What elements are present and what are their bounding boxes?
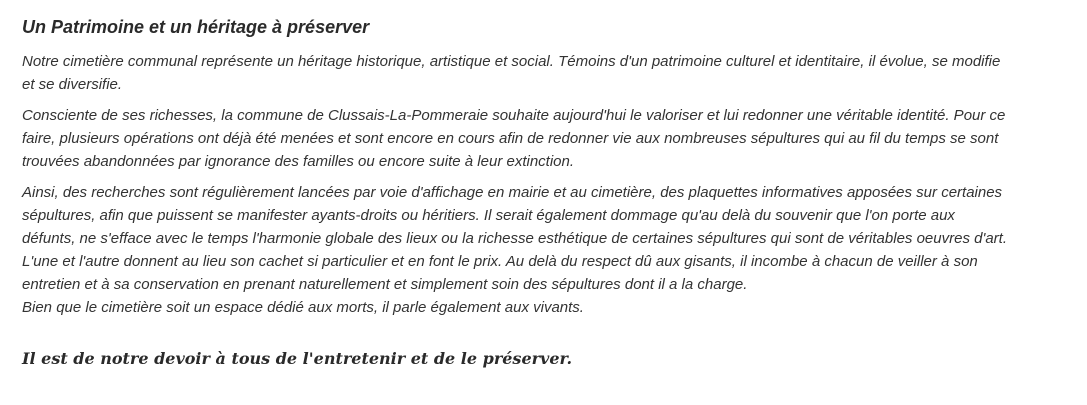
paragraph-line: entretien et à sa conservation en prenant naturellement et simplement soin des sépultures dont il a la charge. (22, 276, 748, 293)
paragraph-line: Ainsi, des recherches sont régulièrement lancées par voie d'affichage en mairie et au cimetière, des plaquettes informatives apposées sur certaines (22, 184, 1003, 201)
article (22, 14, 1072, 372)
paragraph-line: sépultures, afin que puissent se manifester ayants-droits ou héritiers. Il serait également dommage qu'au delà du souvenir que l'on porte aux (22, 207, 955, 224)
paragraph-line: Notre cimetière communal représente un héritage historique, artistique et social. Témoins d'un patrimoine culturel et identitaire, il évolue, se modifie (22, 53, 1001, 70)
paragraph-research (22, 181, 1072, 319)
paragraph-intro (22, 50, 1072, 96)
article-title: Un Patrimoine et un héritage à préserver (22, 17, 370, 37)
paragraph-line: et se diversifie. (22, 76, 123, 93)
paragraph-line: Consciente de ses richesses, la commune de Clussais-La-Pommeraie souhaite aujourd'hui le valoriser et lui redonner une véritable identité. Pour ce (22, 107, 1006, 124)
paragraph-commune (22, 104, 1072, 173)
paragraph-line: Bien que le cimetière soit un espace dédié aux morts, il parle également aux vivants. (22, 299, 584, 316)
paragraph-line: L'une et l'autre donnent au lieu son cachet si particulier et en font le prix. Au delà du respect dû aux gisants, il incombe à chacun de veiller à son (22, 253, 978, 270)
closing-statement: Il est de notre devoir à tous de l'entretenir et de le préserver. (22, 349, 573, 368)
paragraph-line: défunts, ne s'efface avec le temps l'harmonie globale des lieux ou la richesse esthétique de certaines sépultures qui sont de véritables oeuvres d'art. (22, 230, 1007, 247)
paragraph-line: trouvées abandonnées par ignorance des familles ou encore suite à leur extinction. (22, 153, 575, 170)
paragraph-line: faire, plusieurs opérations ont déjà été menées et sont encore en cours afin de redonner vie aux nombreuses sépultures qui au fil du temps se sont (22, 130, 999, 147)
